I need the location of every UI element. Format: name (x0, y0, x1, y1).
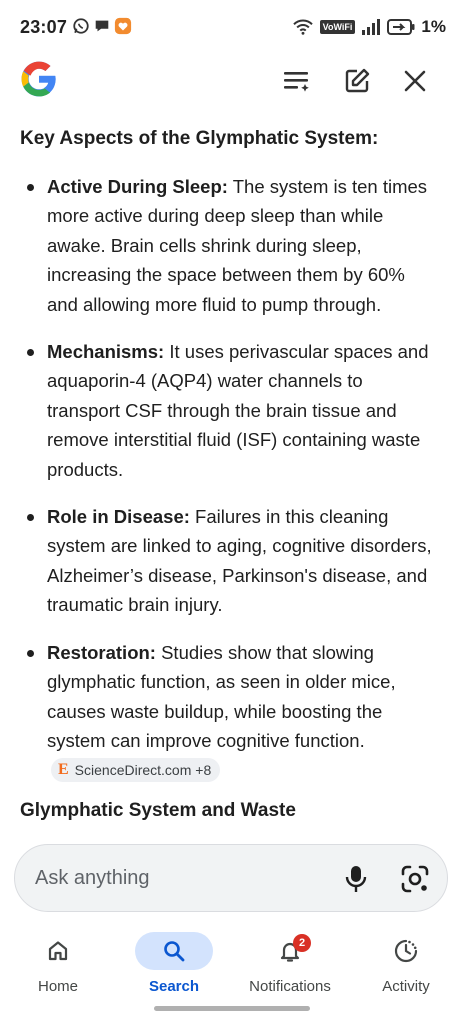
search-icon (162, 939, 186, 963)
nav-label: Search (148, 978, 200, 995)
sciencedirect-icon: E (58, 761, 69, 779)
status-bar (0, 0, 464, 52)
battery-percent: 1% (421, 17, 446, 36)
bullet-title: Restoration: (47, 641, 156, 663)
battery-charging-icon (387, 18, 415, 36)
microphone-icon[interactable] (341, 863, 371, 895)
chat-bubble-icon (93, 17, 111, 35)
nav-icon-container (251, 932, 329, 970)
notification-badge: 2 (293, 934, 311, 952)
wifi-icon (292, 18, 314, 36)
list-item (20, 172, 440, 319)
next-section-heading: Glymphatic System and Waste (20, 800, 296, 821)
vowifi-badge: VoWiFi (320, 20, 356, 34)
status-time: 23:07 (20, 17, 68, 37)
key-aspects-list (20, 172, 440, 803)
activity-icon (393, 938, 419, 964)
ask-input[interactable]: Ask anything (35, 867, 150, 889)
google-g-logo[interactable] (20, 60, 58, 98)
nav-search[interactable] (124, 932, 224, 995)
nav-activity[interactable] (356, 932, 456, 995)
list-item (20, 502, 440, 620)
list-item (20, 337, 440, 484)
close-button[interactable] (400, 66, 430, 96)
nav-notifications[interactable] (240, 932, 340, 995)
bullet-text: It uses perivascular spaces and aquaporin-4 (AQP4) water channels to transport CSF through the brain tissue and remove interstitial fluid (ISF) containing waste products. (47, 341, 429, 480)
source-chip[interactable] (51, 758, 220, 782)
bullet-title: Role in Disease: (47, 506, 190, 528)
app-notification-icon (114, 17, 132, 35)
nav-icon-container (367, 932, 445, 970)
nav-home[interactable] (8, 932, 108, 995)
list-item (20, 638, 440, 785)
nav-label: Home (37, 978, 78, 995)
bullet-text: The system is ten times more active during deep sleep than while awake. Brain cells shrink during sleep, increasing the space between them by 60% and allowing more fluid to pump through. (47, 176, 428, 315)
status-notification-icons (72, 17, 132, 35)
lens-camera-icon[interactable] (399, 863, 431, 895)
source-chip-label: ScienceDirect.com +8 (74, 762, 212, 779)
customize-icon (283, 68, 311, 94)
bullet-text: Studies show that slowing glymphatic function, as seen in older mice, causes waste buildup, while boosting the system can improve cognitive function. (47, 641, 396, 751)
home-indicator[interactable] (154, 1006, 310, 1011)
edit-button[interactable] (342, 66, 372, 96)
signal-icon (361, 18, 381, 36)
bullet-text: Failures in this cleaning system are linked to aging, cognitive disorders, Alzheimer’s disease, Parkinson's disease, and traumatic brain injury. (47, 506, 432, 616)
nav-label: Activity (382, 978, 430, 995)
nav-icon-container (19, 932, 97, 970)
customize-button[interactable] (282, 66, 312, 96)
app-header (0, 52, 464, 108)
edit-icon (344, 68, 370, 94)
bullet-title: Mechanisms: (47, 341, 165, 363)
nav-icon-container (135, 932, 213, 970)
nav-label: Notifications (249, 978, 331, 995)
whatsapp-icon (72, 17, 90, 35)
ask-bar[interactable] (14, 844, 448, 912)
section-heading: Key Aspects of the Glymphatic System: (20, 128, 379, 149)
status-system-icons (292, 17, 446, 37)
home-icon (46, 939, 70, 963)
bullet-title: Active During Sleep: (47, 176, 228, 197)
close-icon (403, 69, 427, 93)
